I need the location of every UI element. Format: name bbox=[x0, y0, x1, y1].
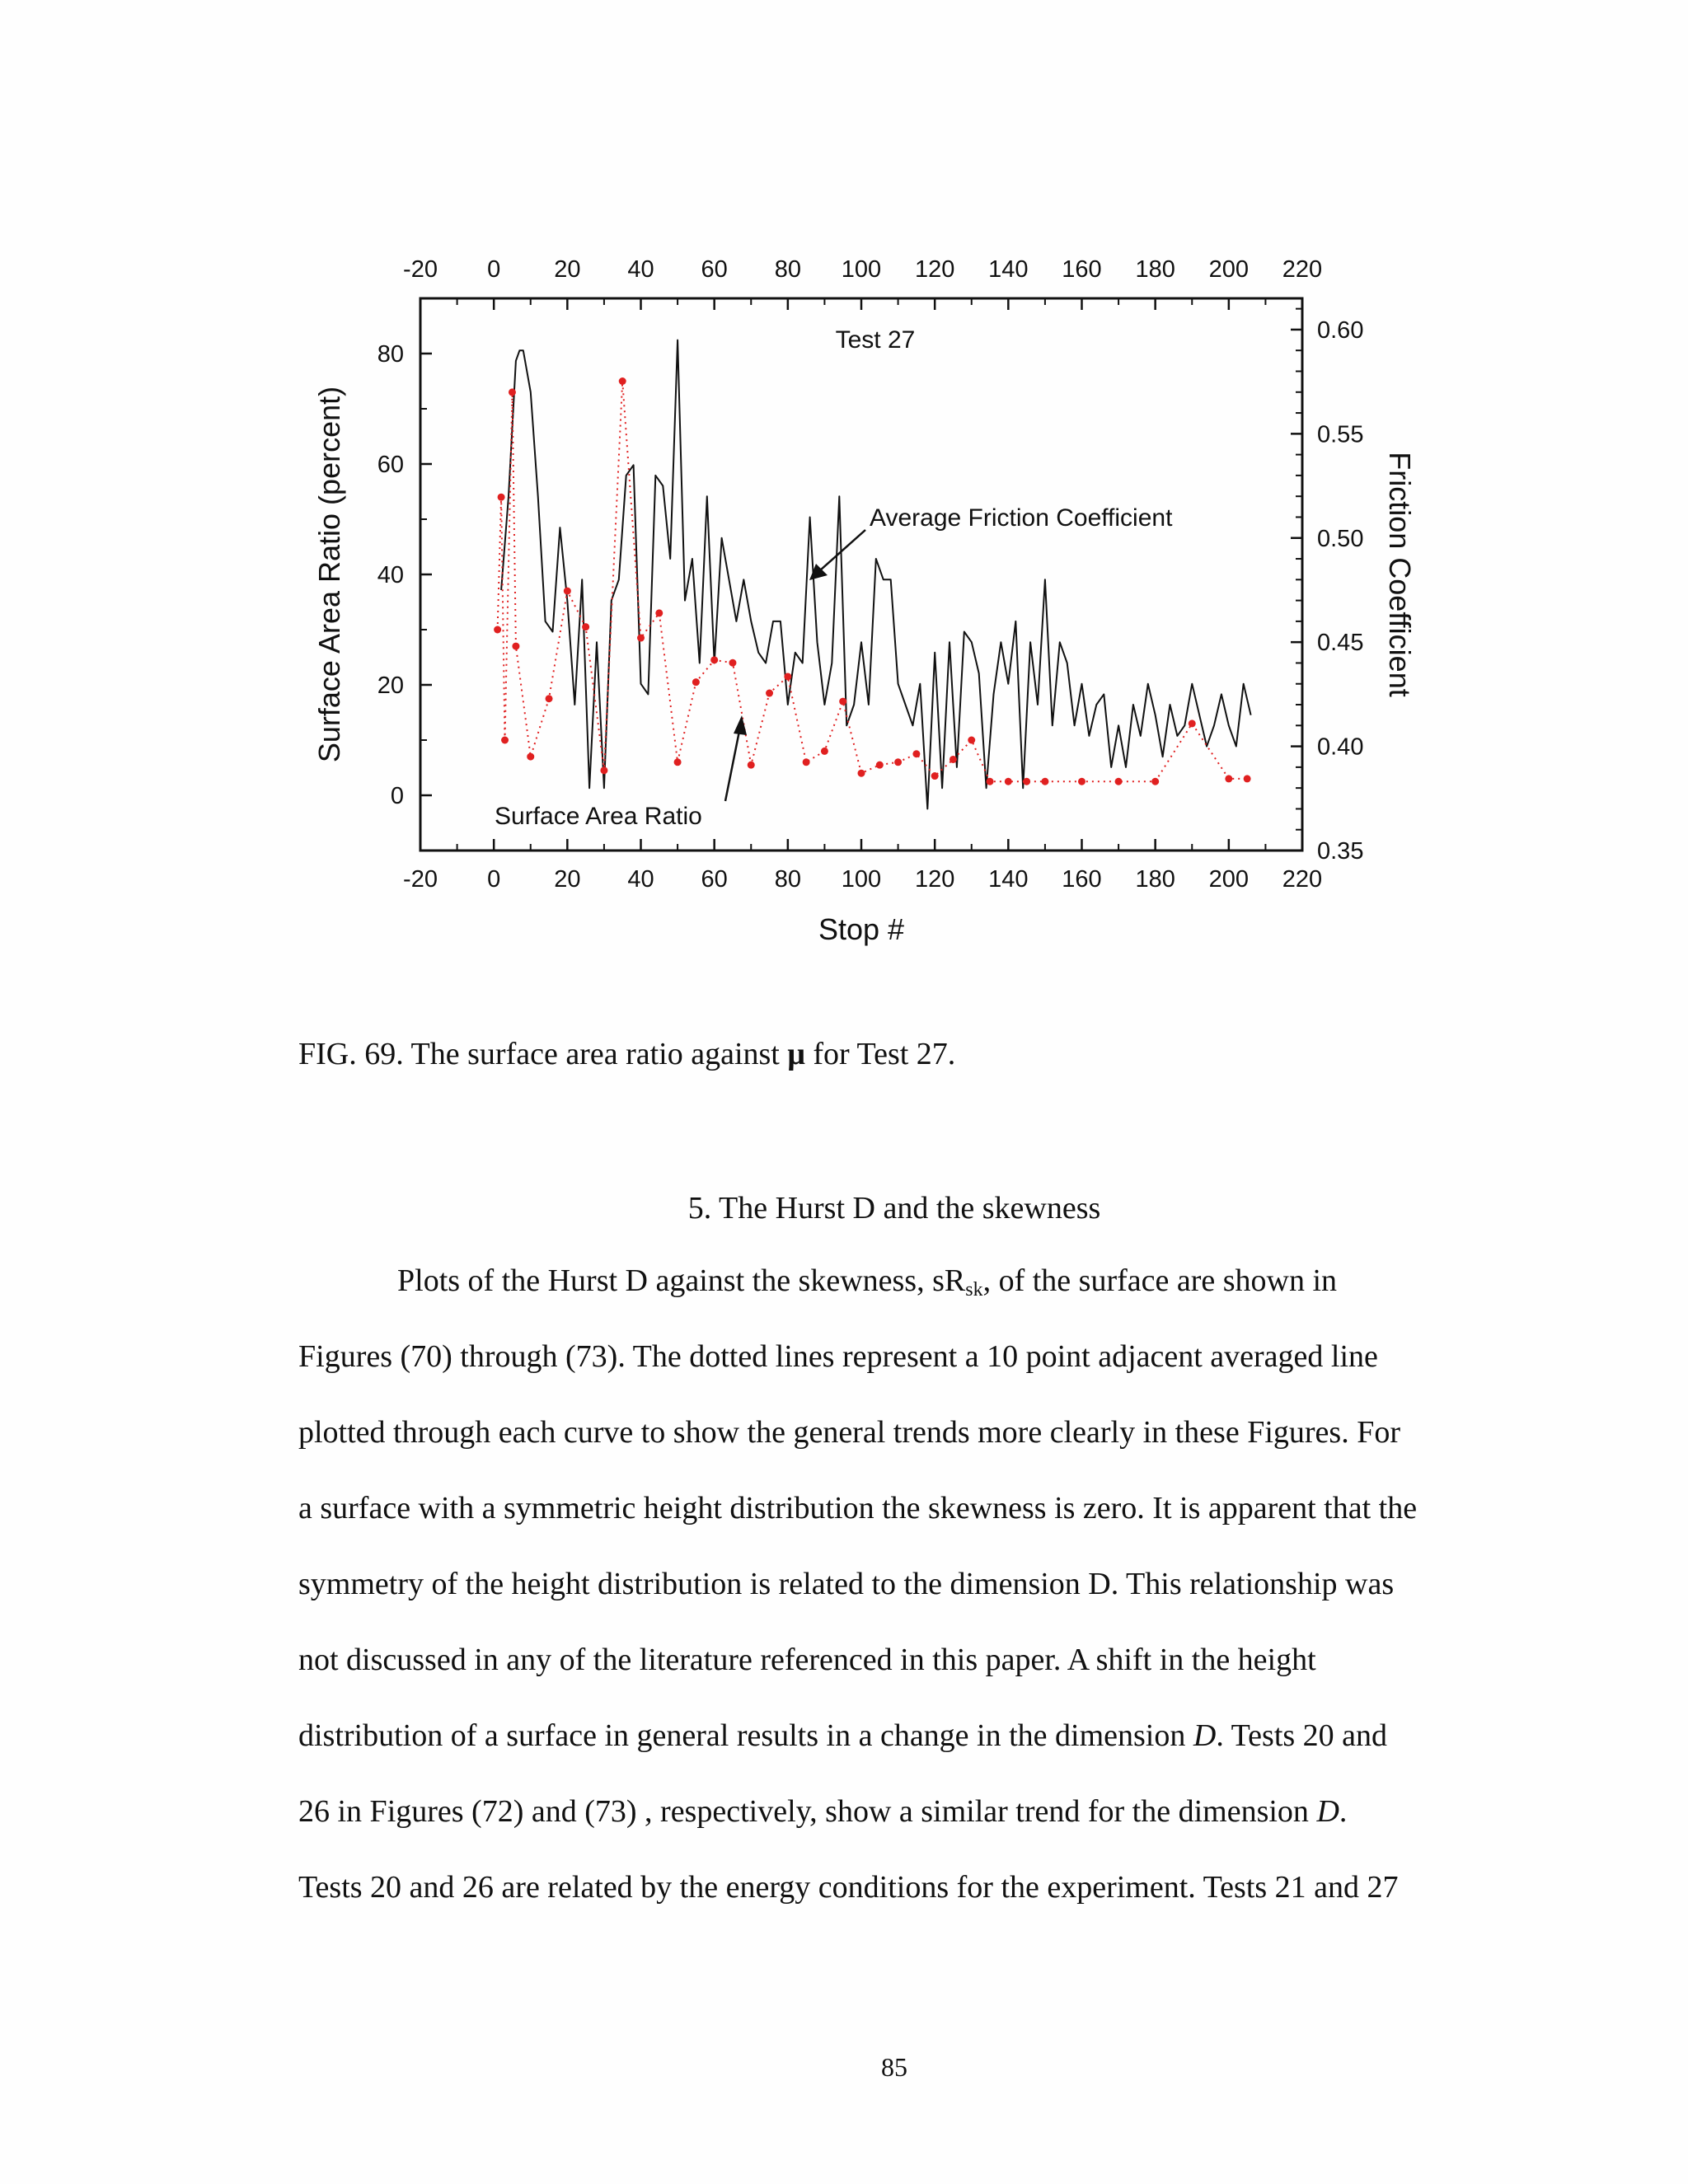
paragraph-line-8 bbox=[298, 1792, 1347, 1831]
paragraph-line-4: a surface with a symmetric height distribution the skewness is zero. It is apparent that the bbox=[298, 1491, 1418, 1526]
surface-area-point bbox=[748, 762, 755, 769]
surface-area-point bbox=[876, 762, 884, 769]
surface-area-point bbox=[582, 623, 589, 630]
x-tick-label: 40 bbox=[627, 866, 654, 893]
x-tick-label: 220 bbox=[1282, 866, 1323, 893]
x-tick-label: 80 bbox=[774, 866, 801, 893]
caption-mu-symbol: μ bbox=[787, 1037, 805, 1071]
x-tick-label: -20 bbox=[403, 866, 438, 893]
x-tick-label: 140 bbox=[988, 866, 1029, 893]
x-top-tick-label: 20 bbox=[554, 256, 581, 283]
friction-surface-area-chart bbox=[297, 247, 1451, 956]
x-top-tick-label: -20 bbox=[403, 256, 438, 283]
x-tick-label: 120 bbox=[914, 866, 955, 893]
surface-area-point bbox=[546, 695, 553, 702]
x-tick-label: 200 bbox=[1208, 866, 1250, 893]
surface-area-point bbox=[1041, 778, 1048, 785]
x-top-tick-label: 180 bbox=[1135, 256, 1175, 283]
y-right-tick-label: 0.40 bbox=[1317, 733, 1364, 761]
surface-area-point bbox=[512, 643, 519, 650]
surface-area-point bbox=[527, 753, 534, 761]
surface-area-point bbox=[1078, 778, 1085, 785]
text-run: . bbox=[1339, 1794, 1348, 1829]
surface-area-point bbox=[501, 737, 509, 744]
y-right-tick-label: 0.50 bbox=[1317, 525, 1364, 552]
x-tick-label: 100 bbox=[841, 866, 882, 893]
subscript: sk bbox=[965, 1279, 983, 1301]
surface-area-point bbox=[564, 588, 571, 595]
x-tick-label: 0 bbox=[487, 866, 501, 893]
paragraph-line-3: plotted through each curve to show the general trends more clearly in these Figures. For bbox=[298, 1415, 1400, 1450]
paragraph-line-1 bbox=[397, 1261, 1337, 1301]
y-right-tick-label: 0.45 bbox=[1317, 630, 1364, 657]
paragraph-line-9: Tests 20 and 26 are related by the energy conditions for the experiment. Tests 21 and 27 bbox=[298, 1870, 1399, 1905]
surface-area-point bbox=[600, 766, 607, 774]
caption-text-end: for Test 27. bbox=[804, 1037, 956, 1071]
surface-area-point bbox=[1005, 778, 1012, 785]
surface-area-point bbox=[912, 750, 920, 757]
surface-area-point bbox=[498, 494, 505, 501]
text-run: , of the surface are shown in bbox=[982, 1263, 1338, 1298]
annotation-friction-label: Average Friction Coefficient bbox=[870, 504, 1173, 532]
surface-area-point bbox=[1151, 778, 1159, 785]
chart-labels bbox=[312, 326, 1417, 946]
surface-area-point bbox=[931, 772, 939, 780]
series-lines bbox=[498, 340, 1251, 809]
surface-area-point bbox=[619, 377, 626, 385]
y-right-tick-label: 0.35 bbox=[1317, 838, 1364, 865]
caption-text: FIG. 69. The surface area ratio against bbox=[298, 1037, 788, 1071]
surface-area-point bbox=[637, 635, 645, 642]
surface-area-ratio-line bbox=[498, 382, 1248, 782]
x-top-tick-label: 40 bbox=[627, 256, 654, 283]
paragraph-line-7 bbox=[298, 1716, 1387, 1755]
surface-area-point bbox=[509, 388, 516, 396]
x-top-tick-label: 80 bbox=[774, 256, 801, 283]
surface-area-point bbox=[1225, 775, 1232, 782]
surface-area-point bbox=[655, 609, 663, 616]
annotation-surface-arrowhead bbox=[734, 715, 747, 735]
surface-area-point bbox=[803, 758, 810, 766]
surface-area-point bbox=[729, 659, 736, 667]
text-run: distribution of a surface in general results in a change in the dimension bbox=[298, 1718, 1193, 1753]
chart-title: Test 27 bbox=[835, 326, 916, 354]
x-top-tick-label: 160 bbox=[1062, 256, 1102, 283]
y-right-tick-label: 0.55 bbox=[1317, 421, 1364, 448]
surface-area-point bbox=[858, 770, 865, 777]
y-right-axis-label: Friction Coefficient bbox=[1383, 452, 1417, 697]
surface-area-point bbox=[821, 748, 828, 755]
annotation-surface-arrow-line bbox=[725, 727, 740, 801]
paragraph-line-6: not discussed in any of the literature referenced in this paper. A shift in the height bbox=[298, 1643, 1316, 1677]
friction-coefficient-line bbox=[501, 340, 1251, 809]
x-top-tick-label: 120 bbox=[914, 256, 955, 283]
y-left-tick-label: 0 bbox=[390, 783, 404, 809]
section-heading: 5. The Hurst D and the skewness bbox=[687, 1191, 1101, 1226]
x-tick-label: 60 bbox=[701, 866, 728, 893]
surface-area-point bbox=[987, 778, 994, 785]
surface-area-point bbox=[894, 758, 902, 766]
paragraph-line-5: symmetry of the height distribution is related to the dimension D. This relationship was bbox=[298, 1567, 1395, 1601]
x-top-tick-label: 0 bbox=[487, 256, 501, 283]
x-top-tick-label: 200 bbox=[1208, 256, 1250, 283]
surface-area-point bbox=[839, 698, 846, 705]
text-run: . Tests 20 and bbox=[1216, 1718, 1388, 1753]
surface-area-point bbox=[1189, 719, 1196, 727]
x-top-tick-label: 140 bbox=[988, 256, 1029, 283]
text-run: Plots of the Hurst D against the skewness, sR bbox=[397, 1263, 966, 1298]
x-tick-label: 20 bbox=[554, 866, 581, 893]
surface-area-point bbox=[1115, 778, 1123, 785]
x-top-tick-label: 220 bbox=[1282, 256, 1323, 283]
x-tick-label: 160 bbox=[1062, 866, 1102, 893]
surface-area-point bbox=[710, 656, 718, 663]
x-top-tick-label: 60 bbox=[701, 256, 728, 283]
surface-area-point bbox=[766, 690, 773, 697]
italic-symbol: D bbox=[1193, 1718, 1217, 1753]
annotation-surface-label: Surface Area Ratio bbox=[495, 803, 702, 830]
x-top-tick-label: 100 bbox=[841, 256, 882, 283]
text-run: 26 in Figures (72) and (73) , respectively, show a similar trend for the dimension bbox=[298, 1794, 1317, 1829]
surface-area-point bbox=[968, 737, 975, 744]
surface-area-point bbox=[1023, 778, 1030, 785]
italic-symbol: D bbox=[1316, 1794, 1339, 1829]
surface-area-point bbox=[784, 673, 791, 680]
surface-area-point bbox=[692, 678, 700, 686]
y-left-tick-label: 40 bbox=[377, 562, 404, 588]
surface-area-point bbox=[1244, 775, 1251, 782]
surface-area-point bbox=[494, 626, 501, 634]
figure-caption bbox=[298, 1034, 955, 1074]
y-right-tick-label: 0.60 bbox=[1317, 316, 1364, 344]
surface-area-point bbox=[950, 756, 957, 763]
paragraph-line-2: Figures (70) through (73). The dotted lines represent a 10 point adjacent averaged line bbox=[298, 1339, 1378, 1374]
y-left-tick-label: 20 bbox=[377, 673, 404, 699]
plot-frame bbox=[420, 298, 1302, 851]
x-axis-label: Stop # bbox=[818, 912, 905, 946]
y-left-tick-label: 60 bbox=[377, 452, 404, 478]
y-left-tick-label: 80 bbox=[377, 341, 404, 368]
y-left-axis-label: Surface Area Ratio (percent) bbox=[312, 386, 346, 763]
surface-area-point bbox=[674, 758, 682, 766]
page-number: 85 bbox=[881, 2052, 907, 2082]
plot-border bbox=[420, 298, 1302, 851]
x-tick-label: 180 bbox=[1135, 866, 1175, 893]
